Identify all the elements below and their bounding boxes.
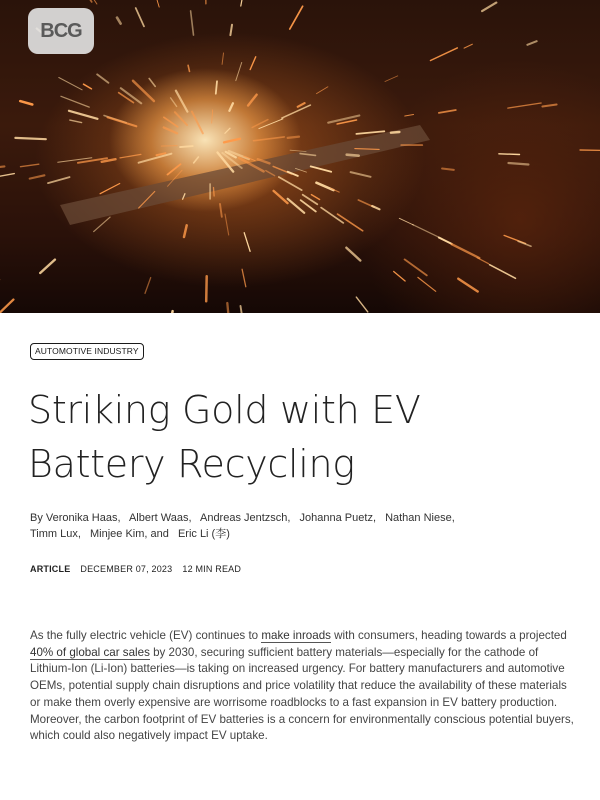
spark-streak (119, 93, 134, 103)
spark-streak (490, 265, 516, 279)
spark-streak (21, 164, 39, 167)
spark-streak (356, 131, 384, 134)
spark-streak (351, 172, 371, 177)
spark-streak (542, 105, 556, 107)
spark-streak (442, 169, 454, 170)
spark-streak (212, 110, 213, 123)
spark-streak (236, 63, 242, 81)
spark-streak (328, 116, 359, 123)
spark-streak (356, 297, 368, 312)
article-title (28, 383, 568, 491)
spark-streak (192, 112, 203, 134)
spark-streak (171, 98, 177, 107)
spark-streak (191, 11, 194, 35)
spark-streak (399, 218, 413, 225)
spark-streak (93, 0, 97, 4)
spark-streak (206, 276, 207, 301)
body-text: with consumers, heading towards a projected (330, 629, 567, 642)
spark-streak (418, 277, 436, 291)
body-text: As the fully electric vehicle (EV) continues to (30, 629, 262, 642)
spark-streak (70, 120, 82, 123)
spark-streak (347, 155, 359, 156)
spark-streak (242, 269, 246, 286)
spark-streak (169, 311, 173, 313)
spark-streak (248, 95, 257, 106)
spark-streak (180, 146, 193, 147)
spark-streak (194, 157, 199, 163)
spark-streak (311, 195, 319, 200)
author-link[interactable]: Minjee Kim, and (90, 528, 169, 540)
author-link[interactable]: Albert Waas, (128, 512, 192, 524)
spark-streak (458, 279, 477, 292)
spark-streak (385, 76, 398, 82)
spark-streak (288, 137, 299, 138)
spark-streak (413, 225, 442, 239)
spark-streak (311, 166, 332, 171)
spark-streak (259, 119, 283, 129)
spark-streak (298, 103, 305, 107)
spark-streak (97, 74, 108, 82)
spark-streak (508, 103, 541, 108)
authors-list (30, 510, 490, 542)
author-link[interactable]: Andreas Jentzsch, (199, 512, 291, 524)
spark-streak (509, 163, 529, 165)
spark-streak (477, 258, 489, 264)
author-link[interactable]: Nathan Niese, (385, 512, 455, 524)
article-meta (30, 564, 241, 574)
spark-streak (439, 110, 456, 113)
spark-streak (225, 214, 229, 235)
article-date: DECEMBER 07, 2023 (80, 564, 173, 574)
spark-streak (156, 0, 159, 7)
logo-text: BCG (40, 19, 82, 42)
spark-streak (139, 154, 172, 163)
spark-streak (241, 0, 243, 6)
spark-streak (168, 164, 181, 174)
spark-streak (394, 272, 405, 282)
spark-streak (230, 25, 232, 35)
spark-streak (282, 105, 311, 118)
spark-streak (222, 53, 223, 64)
spark-streak (431, 48, 458, 61)
spark-streak (290, 6, 303, 29)
spark-streak (224, 139, 240, 143)
spark-streak (405, 115, 414, 117)
spark-streak (164, 117, 178, 127)
spark-streak (48, 177, 70, 183)
spark-streak (391, 132, 400, 133)
spark-streak (0, 300, 13, 313)
spark-streak (220, 204, 222, 217)
author-link[interactable]: Veronika Haas, (45, 512, 121, 524)
spark-streak (20, 101, 32, 104)
spark-streak (108, 117, 137, 126)
hero-image (0, 0, 600, 313)
spark-streak (100, 184, 120, 194)
spark-streak (149, 79, 155, 87)
spark-streak (59, 78, 82, 90)
spark-streak (188, 65, 189, 71)
spark-streak (254, 137, 285, 141)
spark-streak (227, 303, 229, 313)
spark-streak (439, 238, 452, 244)
spark-streak (216, 81, 217, 93)
by-label: By (30, 512, 43, 524)
spark-streak (250, 57, 256, 70)
spark-streak (518, 241, 531, 246)
spark-streak (464, 44, 472, 48)
metal-bar-shape (60, 125, 430, 225)
spark-streak (40, 260, 55, 273)
spark-streak (175, 112, 187, 125)
author-link[interactable]: Eric Li (李) (177, 528, 230, 540)
author-link[interactable]: Johanna Puetz, (299, 512, 376, 524)
read-time: 12 MIN READ (182, 564, 242, 574)
spark-streak (452, 244, 480, 258)
spark-streak (279, 177, 302, 190)
spark-streak (84, 84, 92, 89)
body-text: by 2030, securing sufficient battery materials—especially for the cathode of Lithium-Ion (Li-Ion) batteries—is taking on increased urgency. For battery manufacturers and automotive OEMs, potential supply chain disruptions and price volatility that reduce the availability of these materials or make them overly expensive are worrisome roadblocks to a fast expansion in EV battery production. Moreover, the carbon footprint of EV batteries is a concern for environmentally conscious potential buyers, which could also negatively impact EV uptake. (30, 645, 574, 743)
spark-streak (176, 91, 188, 112)
spark-streak (120, 154, 141, 158)
spark-streak (405, 259, 427, 275)
spark-streak (225, 128, 230, 133)
global-car-sales-link[interactable]: 40% of global car sales (30, 645, 150, 659)
spark-streak (136, 8, 144, 26)
spark-streak (0, 166, 4, 169)
spark-streak (499, 154, 520, 155)
spark-streak (61, 96, 89, 107)
spark-streak (30, 175, 45, 178)
spark-streak (346, 248, 360, 261)
spark-streak (214, 188, 215, 197)
spark-streak (244, 233, 250, 252)
make-inroads-link[interactable]: make inroads (261, 629, 331, 642)
spark-streak (133, 81, 154, 101)
spark-streak (117, 18, 121, 24)
spark-streak (164, 128, 177, 134)
spark-streak (482, 3, 496, 12)
article-body (30, 628, 575, 745)
spark-streak (229, 103, 233, 111)
spark-streak (184, 225, 187, 237)
author-link[interactable]: Timm Lux, (30, 528, 81, 540)
article-type: ARTICLE (30, 564, 71, 574)
spark-streak (0, 174, 14, 180)
title-line-1: Striking Gold with EV (28, 388, 421, 432)
spark-streak (274, 191, 288, 203)
spark-streak (77, 0, 91, 2)
spark-streak (15, 138, 45, 139)
spark-streak (527, 41, 536, 45)
bcg-logo[interactable] (28, 8, 94, 54)
category-tag[interactable]: AUTOMOTIVE INDUSTRY (30, 343, 144, 360)
spark-streak (145, 278, 151, 294)
spark-streak (94, 217, 110, 232)
title-line-2: Battery Recycling (28, 442, 355, 486)
spark-streak (241, 306, 243, 313)
spark-streak (69, 111, 97, 119)
spark-streak (317, 87, 328, 94)
